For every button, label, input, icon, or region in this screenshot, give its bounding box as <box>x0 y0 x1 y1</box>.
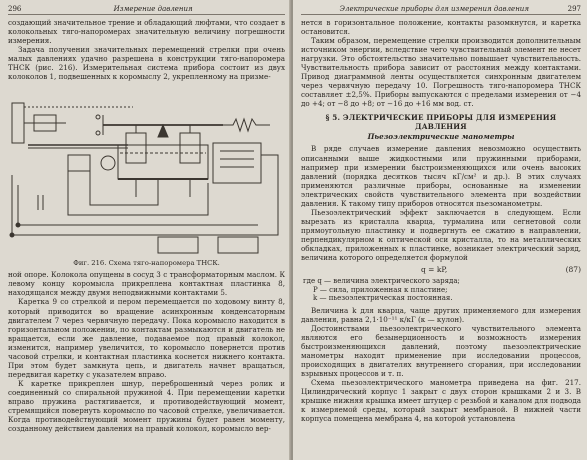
relay-box <box>213 143 261 183</box>
definition-p: P — сила, приложенная к пластине; <box>313 285 448 294</box>
formula-87 <box>301 265 581 274</box>
paragraph-5: Достоинствами пьезоэлектрического чувствительного элемента являются его безынерционность и возможность измерения быстроизменяющихся давлений, поэтому пьезоэлектрические манометры находят применение при исследовании процессов, происходящих в двигателях внутреннего сгорания, при исследовании взрывных процессов и т. п. <box>301 323 581 379</box>
running-title-left: Измерение давления <box>113 5 193 13</box>
paragraph-c: К каретке прикреплен шнур, переброшенный через ролик и соединенный со спиральной пружиной 4. При перемещении каретки вправо пружина растягивается, и противодействующий момент, стремящийся повернуть коромысло по часовой стрелке, увеличивается. Когда противодействующий момент пружины будет равен моменту, созданному действием давления на правый колокол, коромысло вер- <box>8 378 285 434</box>
right-page <box>293 0 587 460</box>
paragraph-4: Величина k для кварца, чаще других применяемого для измерения давления, равна 2,1·10⁻¹¹ к/кГ (к — кулон). <box>301 305 581 324</box>
page-number-left: 296 <box>8 5 22 13</box>
formula-definitions <box>301 277 581 303</box>
paragraph-2: В ряде случаев измерение давления невозможно осуществить описанными выше жидкостными или пружинными приборами, например при измерении быстроизменяющихся или очень высоких давлений (порядка десятков тысяч кГ/см² и др.). В этих случаях применяются различные приборы, основанные на изменении электрических свойств чувствительного элемента при воздействии давления. К такому типу приборов относятся пьезоманометры. <box>301 144 581 208</box>
paragraph-a: ной опоре. Колокола опущены в сосуд 3 с трансформаторным маслом. К левому концу коромысла прикреплена контактная пластинка 8, находящаяся между двумя неподвижными контактами 5. <box>8 270 285 298</box>
spiral-spring-4 <box>223 119 270 131</box>
transformer-box <box>158 237 198 253</box>
tng-schematic-drawing <box>8 85 285 257</box>
motor-7 <box>68 155 90 171</box>
bell-right <box>180 133 200 163</box>
paragraph-top-right: нется в горизонтальное положение, контакты разомкнутся, и каретка остановится. <box>301 18 581 37</box>
oil-vessel-3 <box>118 145 208 179</box>
formula-text: q = kP, <box>421 265 448 275</box>
figure-caption: Фиг. 216. Схема тяго-напоромера ТНСК. <box>73 259 220 268</box>
worm-gear <box>101 156 115 170</box>
running-header-left <box>8 5 285 15</box>
definition-k: k — пьезоэлектрическая постоянная. <box>313 294 453 303</box>
running-title-right: Электрические приборы для измерения давления <box>339 5 529 13</box>
paragraph-b: Каретка 9 со стрелкой и пером перемещается по ходовому винту 8, который приводится во вращение асинхронным конденсаторным двигателем 7 через червячную передачу. Пока коромысло находится в горизонтальном положении, по контактам размыкаются и двигатель не вращается, если же давление, подаваемое под правый колокол, изменится, например увеличится, то коромысло повернется против часовой стрелки, и контактная пластинка коснется нижнего контакта. При этом будет замкнута цепь, и двигатель начнет вращаться, передвигая каретку с указателем вправо. <box>8 297 285 379</box>
bell-left <box>126 133 146 163</box>
paragraph-1: Таким образом, перемещение стрелки производится дополнительным источником энергии, вследствие чего чувствительный элемент не несет нагрузки. Это обстоятельство значительно повышает чувствительность. Чувствительность прибора зависит от расстояния между контактами. Привод диаграммной ленты осуществляется синхронным двигателем через червячную передачу 10. Погрешность тяго-напоромера ТНСК составляет ±2,5%. Приборы выпускаются с пределами измерения от −4 до +4; от −8 до +8; от −16 до +16 мм вод. ст. <box>301 36 581 109</box>
paragraph-6: Схема пьезоэлектрического манометра приведена на фиг. 217. Цилиндрический корпус 1 закрыт с двух сторон крышками 2 и 3. В крышке нижняя крышка имеет штуцер с резьбой и каналом для подвода к измеряемой среды, который закрыт мембраной. В нижней части корпуса помещена мембрана 4, на которой установлена <box>301 378 581 424</box>
formula-number: (87) <box>565 265 581 275</box>
contact-lower <box>96 131 100 135</box>
contact-upper <box>96 115 100 119</box>
subheading: Пьезоэлектрические манометры <box>367 132 515 142</box>
definition-q: где q — величина электрического заряда; <box>303 277 460 286</box>
paragraph-task: Задача получения значительных перемещений стрелки при очень малых давлениях удачно разрешена в конструкции тяго-напоромера ТНСК (рис. 216). Измерительная система прибора состоит из двух колоколов 1, подвешенных к коромыслу 2, укрепленному на призме- <box>8 45 285 82</box>
amplifier-box <box>218 237 258 253</box>
running-header-right <box>301 5 581 15</box>
paragraph-3: Пьезоэлектрический эффект заключается в следующем. Если вырезать из кристалла кварца, турмалина или сегнетовой соли прямоугольную пластинку и подвергнуть ее сжатию в направлении, перпендикулярном к оптической оси кристалла, то на металлических обкладках, приложенных к пластинке, возникает электрический заряд, величина которого определяется формулой <box>301 207 581 263</box>
page-number-right: 297 <box>567 5 581 13</box>
paragraph-top-left: создающий значительное трение и обладающий люфтами, что создает в колокольных тяго-напоромерах значительную величину погрешности измерения. <box>8 18 285 46</box>
prism-support <box>158 125 168 137</box>
section-heading: § 5. ЭЛЕКТРИЧЕСКИЕ ПРИБОРЫ ДЛЯ ИЗМЕРЕНИЯ ДАВЛЕНИЯ <box>325 113 557 132</box>
figure-216-schematic <box>8 85 285 257</box>
left-page <box>0 0 291 460</box>
chart-drum <box>12 103 24 143</box>
